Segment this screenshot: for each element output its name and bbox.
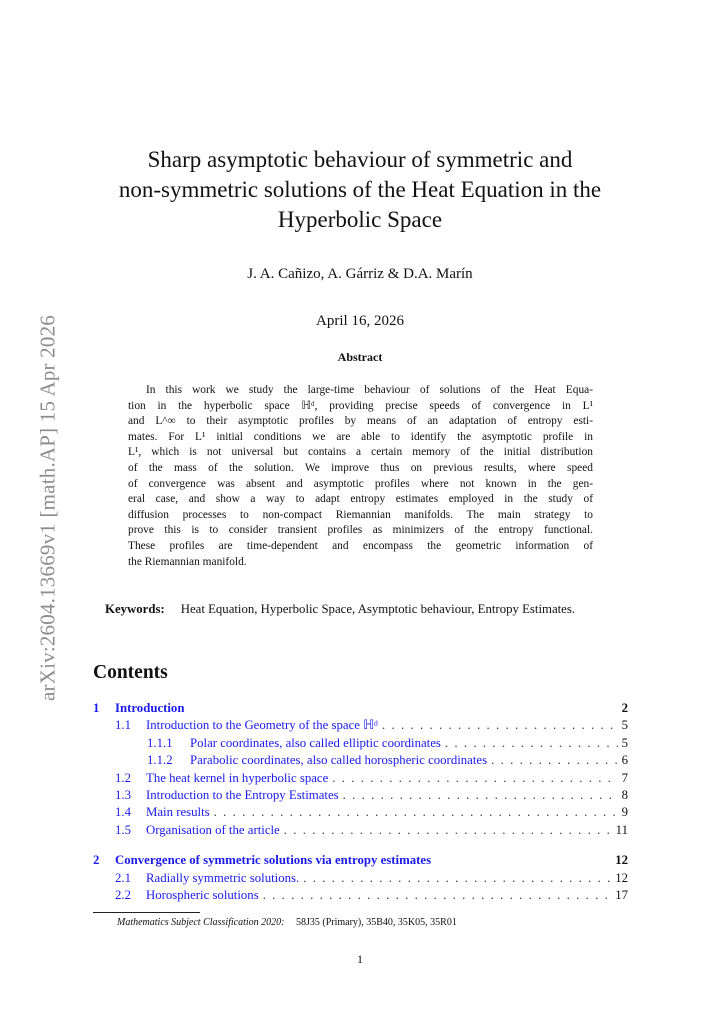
toc-entry-title[interactable]: The heat kernel in hyperbolic space xyxy=(146,770,329,785)
toc-entry-number[interactable]: 1.3 xyxy=(115,787,131,802)
toc-entry-title[interactable]: Introduction to the Entropy Estimates xyxy=(146,787,339,802)
toc-entry[interactable] xyxy=(93,870,628,887)
footnote-divider xyxy=(93,912,200,913)
footnote-text: 58J35 (Primary), 35B40, 35K05, 35R01 xyxy=(295,917,457,928)
toc-entry-page[interactable]: 9 xyxy=(621,805,628,820)
abstract-line: These profiles are time-dependent and encompass the geometric information of xyxy=(128,539,593,552)
toc-entry[interactable] xyxy=(93,887,628,904)
arxiv-stamp: arXiv:2604.13669v1 [math.AP] 15 Apr 2026 xyxy=(35,315,60,701)
toc-entry-page[interactable]: 12 xyxy=(615,853,628,868)
toc-entry-number[interactable]: 1.4 xyxy=(115,805,131,820)
toc-entry[interactable] xyxy=(93,787,628,804)
abstract-line: eral case, and show a way to adapt entropy estimates employed in the study of xyxy=(128,493,593,506)
toc-leader-dots xyxy=(332,770,617,787)
abstract-line: the Riemannian manifold. xyxy=(128,555,247,568)
toc-entry-title[interactable]: Convergence of symmetric solutions via entropy estimates xyxy=(115,853,432,868)
publication-date: April 16, 2026 xyxy=(316,313,404,329)
toc-entry[interactable] xyxy=(93,752,628,769)
abstract-line: of convergence was absent and asymptotic profiles where not known in the gen- xyxy=(128,477,593,490)
toc-entry-title[interactable]: Parabolic coordinates, also called horospheric coordinates xyxy=(190,753,488,768)
toc-entry[interactable] xyxy=(93,700,628,717)
abstract-line: tion in the hyperbolic space ℍᵈ, providing precise speeds of convergence in L¹ xyxy=(128,399,593,412)
toc-entry[interactable] xyxy=(93,735,628,752)
toc-entry-title[interactable]: Polar coordinates, also called elliptic coordinates xyxy=(190,735,441,750)
toc-entry-page[interactable]: 8 xyxy=(621,787,628,802)
footnote-label: Mathematics Subject Classification 2020: xyxy=(117,917,285,928)
toc-entry-number[interactable]: 1.1 xyxy=(115,718,131,733)
toc-entry-number[interactable]: 1.1.2 xyxy=(147,753,173,768)
toc-entry[interactable] xyxy=(93,770,628,787)
toc-leader-dots xyxy=(303,870,611,887)
abstract-line: and L^∞ to their asymptotic profiles by means of an adaptation of entropy esti- xyxy=(128,415,593,428)
toc-entry-title[interactable]: Main results xyxy=(146,805,210,820)
toc-entry[interactable] xyxy=(93,717,628,734)
toc-entry-page[interactable]: 2 xyxy=(621,701,628,715)
toc-leader-dots xyxy=(284,822,612,839)
toc-entry-page[interactable]: 12 xyxy=(615,870,628,885)
toc-entry-number[interactable]: 1.5 xyxy=(115,822,131,837)
page-number: 1 xyxy=(357,952,363,966)
title-line-1: Sharp asymptotic behaviour of symmetric and xyxy=(147,147,573,172)
toc-entry-page[interactable]: 17 xyxy=(615,887,628,902)
abstract-line: mates. For L¹ initial conditions we are able to identify the asymptotic profile in xyxy=(128,430,593,443)
abstract-heading: Abstract xyxy=(337,350,383,364)
toc-entry[interactable] xyxy=(93,852,628,869)
toc-leader-dots xyxy=(343,787,618,804)
toc-entry-number[interactable]: 2 xyxy=(93,853,100,868)
toc-leader-dots xyxy=(382,717,618,734)
toc-entry-title[interactable]: Organisation of the article xyxy=(146,822,280,837)
footnote xyxy=(117,917,457,928)
toc-entry-number[interactable]: 1.1.1 xyxy=(147,735,173,750)
toc-entry[interactable] xyxy=(93,822,628,839)
abstract-body xyxy=(128,383,593,570)
toc-leader-dots xyxy=(214,804,618,821)
abstract-line: of the mass of the solution. We improve thus on previous results, where speed xyxy=(128,461,593,474)
title-line-3: Hyperbolic Space xyxy=(277,207,443,232)
abstract-line: L¹, which is not universal but contains a certain memory of the initial distribution xyxy=(128,446,593,459)
toc-entry-number[interactable]: 2.2 xyxy=(115,887,131,902)
keywords xyxy=(93,601,628,618)
paper-title xyxy=(60,145,660,235)
toc-entry-page[interactable]: 5 xyxy=(621,735,628,750)
toc-entry-title[interactable]: Radially symmetric solutions. xyxy=(146,870,300,885)
abstract-line: diffusion processes to non-compact Riemannian manifolds. The main strategy to xyxy=(128,508,593,521)
toc-entry-title[interactable]: Introduction xyxy=(115,701,185,715)
toc-entry[interactable] xyxy=(93,804,628,821)
toc-leader-dots xyxy=(491,752,618,769)
keywords-label: Keywords: xyxy=(105,602,165,616)
toc-entry-number[interactable]: 1 xyxy=(93,701,100,715)
table-of-contents xyxy=(93,700,628,904)
contents-heading: Contents xyxy=(93,662,168,683)
abstract-line: In this work we study the large-time behaviour of solutions of the Heat Equa- xyxy=(146,384,593,396)
abstract-line: prove this is to consider transient profiles as minimizers of the entropy functional. xyxy=(128,524,593,537)
keywords-text: Heat Equation, Hyperbolic Space, Asymptotic behaviour, Entropy Estimates. xyxy=(180,602,576,616)
authors: J. A. Cañizo, A. Gárriz & D.A. Marín xyxy=(247,266,473,282)
toc-entry-title[interactable]: Introduction to the Geometry of the space ℍᵈ xyxy=(146,718,378,733)
toc-entry-page[interactable]: 11 xyxy=(615,822,628,837)
toc-entry-page[interactable]: 7 xyxy=(621,770,628,785)
toc-entry-number[interactable]: 1.2 xyxy=(115,770,131,785)
title-line-2: non-symmetric solutions of the Heat Equation in the xyxy=(118,177,602,202)
toc-entry-page[interactable]: 5 xyxy=(621,718,628,733)
toc-entry-page[interactable]: 6 xyxy=(621,753,628,768)
toc-leader-dots xyxy=(445,735,618,752)
toc-leader-dots xyxy=(263,887,612,904)
toc-entry-title[interactable]: Horospheric solutions xyxy=(146,887,259,902)
toc-entry-number[interactable]: 2.1 xyxy=(115,870,131,885)
